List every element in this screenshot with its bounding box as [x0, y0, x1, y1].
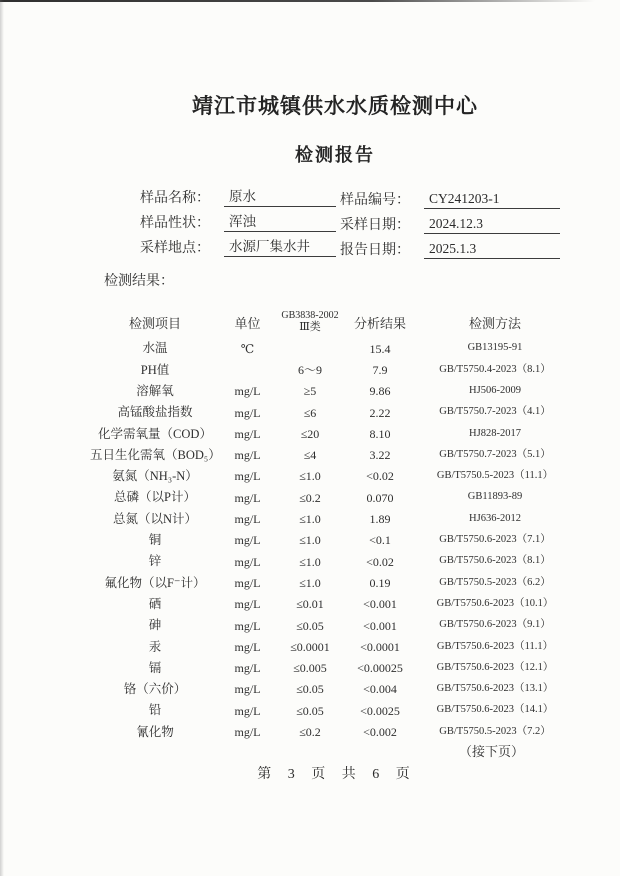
cell-method: GB/T5750.5-2023（7.2）	[439, 725, 551, 737]
cell-standard: 6～9	[297, 362, 322, 377]
sample-info-right	[340, 184, 560, 259]
cell-standard: ≤1.0	[299, 533, 321, 548]
header-unit: 单位	[234, 315, 261, 331]
cell-result: 9.86	[369, 384, 391, 399]
cell-result: <0.0025	[360, 703, 400, 718]
continuation-note: （接下页）	[458, 744, 524, 759]
cell-unit: mg/L	[234, 554, 261, 569]
cell-unit: mg/L	[234, 682, 261, 697]
cell-item: 总磷（以P计）	[114, 490, 196, 505]
cell-method: HJ506-2009	[469, 384, 521, 396]
field-label: 采样地点：	[140, 241, 210, 256]
cell-method: GB13195-91	[467, 342, 523, 354]
cell-result: 15.4	[369, 341, 391, 356]
table-row	[90, 530, 575, 551]
cell-standard: ≤0.2	[299, 724, 321, 739]
cell-item: 总氮（以N计）	[112, 511, 198, 526]
cell-standard: ≤0.005	[293, 661, 327, 676]
scan-edge-left	[0, 0, 4, 876]
cell-item: 化学需氧量（COD）	[98, 426, 212, 441]
sample-field	[140, 182, 336, 207]
cell-standard: ≤1.0	[299, 554, 321, 569]
cell-method: GB/T5750.6-2023（10.1）	[436, 597, 554, 609]
table-row	[90, 721, 575, 742]
cell-result: <0.001	[363, 597, 397, 612]
results-table	[90, 306, 575, 743]
cell-standard: ≤0.05	[296, 618, 324, 633]
table-row	[90, 636, 575, 657]
header-standard-line2: Ⅲ类	[299, 321, 321, 334]
cell-result: 7.9	[372, 362, 388, 377]
sample-field	[140, 207, 336, 232]
page-indicator: 第 3 页 共 6 页	[257, 767, 413, 782]
field-value: 水源厂集水井	[224, 235, 336, 257]
cell-unit: mg/L	[234, 533, 261, 548]
table-row	[90, 381, 575, 402]
field-value: 2024.12.3	[424, 216, 560, 234]
cell-result: <0.001	[363, 618, 397, 633]
cell-result: <0.002	[363, 724, 397, 739]
header-standard-line1: GB3838-2002	[281, 309, 339, 321]
cell-item: 铬（六价）	[123, 682, 187, 697]
field-label: 样品名称：	[140, 191, 210, 206]
cell-standard: ≤0.05	[296, 682, 324, 697]
cell-result: 8.10	[369, 426, 391, 441]
cell-item: 氨氮（NH₃-N）	[112, 469, 198, 484]
table-row	[90, 444, 575, 465]
cell-unit: mg/L	[234, 384, 261, 399]
cell-item: PH值	[140, 362, 170, 377]
cell-item: 五日生化需氧（BOD₅）	[90, 447, 221, 462]
cell-result: 0.19	[369, 575, 391, 590]
cell-method: GB/T5750.5-2023（6.2）	[439, 576, 551, 588]
cell-method: GB/T5750.6-2023（13.1）	[436, 683, 554, 695]
cell-item: 硒	[148, 596, 162, 611]
field-value: CY241203-1	[424, 191, 560, 209]
cell-standard: ≤1.0	[299, 575, 321, 590]
cell-result: <0.02	[366, 469, 394, 484]
cell-item: 氰化物	[136, 724, 174, 739]
cell-item: 水温	[142, 341, 168, 356]
cell-standard	[275, 338, 345, 359]
table-row	[90, 679, 575, 700]
cell-unit: mg/L	[234, 639, 261, 654]
field-label: 报告日期：	[340, 243, 410, 258]
field-label: 样品编号：	[340, 193, 410, 208]
sample-info-left	[140, 182, 336, 257]
cell-item: 溶解氧	[136, 383, 174, 398]
cell-method: GB/T5750.7-2023（4.1）	[439, 406, 551, 418]
field-label: 样品性状：	[140, 216, 210, 231]
cell-result: <0.0001	[360, 639, 400, 654]
center-title: 靖江市城镇供水水质检测中心	[192, 94, 478, 118]
cell-method: GB/T5750.6-2023（14.1）	[436, 704, 554, 716]
cell-unit: mg/L	[234, 448, 261, 463]
cell-unit: mg/L	[234, 490, 261, 505]
table-row	[90, 657, 575, 678]
cell-standard: ≤0.01	[296, 597, 324, 612]
sample-field	[140, 232, 336, 257]
cell-result: 3.22	[369, 448, 391, 463]
cell-unit: mg/L	[234, 426, 261, 441]
cell-method: GB/T5750.6-2023（8.1）	[439, 555, 551, 567]
table-row	[90, 466, 575, 487]
cell-method: GB/T5750.7-2023（5.1）	[439, 448, 551, 460]
report-title: 检测报告	[295, 145, 375, 165]
cell-method: HJ636-2012	[469, 512, 521, 524]
cell-result: <0.02	[366, 554, 394, 569]
cell-result: 2.22	[369, 405, 391, 420]
cell-item: 锌	[148, 554, 162, 569]
cell-item: 汞	[148, 639, 162, 654]
table-row	[90, 615, 575, 636]
cell-unit: mg/L	[234, 512, 261, 527]
cell-standard: ≤4	[303, 448, 317, 463]
cell-unit: mg/L	[234, 597, 261, 612]
cell-item: 铅	[148, 703, 162, 718]
cell-unit: mg/L	[234, 618, 261, 633]
cell-result: 0.070	[366, 490, 394, 505]
cell-item: 砷	[148, 618, 162, 633]
cell-method: HJ828-2017	[469, 427, 521, 439]
scan-edge-top	[0, 0, 620, 2]
cell-unit: mg/L	[234, 661, 261, 676]
header-result: 分析结果	[353, 315, 406, 331]
table-row	[90, 700, 575, 721]
table-row	[90, 572, 575, 593]
cell-item: 镉	[148, 660, 162, 675]
cell-method: GB/T5750.6-2023（7.1）	[439, 534, 551, 546]
cell-method: GB11893-89	[467, 491, 523, 503]
cell-unit	[220, 359, 275, 380]
cell-standard: ≥5	[303, 384, 317, 399]
cell-standard: ≤0.05	[296, 703, 324, 718]
table-row	[90, 594, 575, 615]
cell-unit: ℃	[240, 341, 255, 356]
cell-item: 高锰酸盐指数	[117, 405, 193, 420]
field-value: 浑浊	[224, 210, 336, 232]
sample-field	[340, 234, 560, 259]
cell-standard: ≤1.0	[299, 512, 321, 527]
field-label: 采样日期：	[340, 218, 410, 233]
cell-result: <0.1	[369, 533, 391, 548]
cell-unit: mg/L	[234, 575, 261, 590]
table-row	[90, 359, 575, 380]
cell-standard: ≤6	[303, 405, 317, 420]
cell-result: <0.004	[363, 682, 397, 697]
cell-item: 氟化物（以F⁻计）	[104, 575, 206, 590]
cell-standard: ≤1.0	[299, 469, 321, 484]
field-value: 2025.1.3	[424, 241, 560, 259]
cell-standard: ≤0.0001	[290, 639, 330, 654]
table-row	[90, 551, 575, 572]
cell-method: GB/T5750.6-2023（11.1）	[436, 640, 554, 652]
cell-unit: mg/L	[234, 703, 261, 718]
cell-method: GB/T5750.4-2023（8.1）	[439, 363, 551, 375]
table-row	[90, 338, 575, 359]
cell-standard: ≤20	[300, 426, 320, 441]
cell-method: GB/T5750.6-2023（12.1）	[436, 661, 554, 673]
table-header-row	[90, 306, 575, 338]
cell-standard: ≤0.2	[299, 490, 321, 505]
sample-field	[340, 184, 560, 209]
cell-method: GB/T5750.6-2023（9.1）	[439, 619, 551, 631]
cell-unit: mg/L	[234, 469, 261, 484]
header-standard	[275, 306, 345, 338]
header-item: 检测项目	[128, 315, 181, 331]
header-method: 检测方法	[468, 315, 521, 331]
cell-item: 铜	[148, 533, 162, 548]
table-row	[90, 508, 575, 529]
cell-result: 1.89	[369, 512, 391, 527]
results-section-label: 检测结果：	[104, 274, 174, 289]
cell-result: <0.00025	[357, 661, 403, 676]
table-row	[90, 423, 575, 444]
cell-unit: mg/L	[234, 405, 261, 420]
table-row	[90, 487, 575, 508]
field-value: 原水	[224, 185, 336, 207]
cell-method: GB/T5750.5-2023（11.1）	[436, 470, 554, 482]
sample-field	[340, 209, 560, 234]
table-row	[90, 402, 575, 423]
cell-unit: mg/L	[234, 724, 261, 739]
